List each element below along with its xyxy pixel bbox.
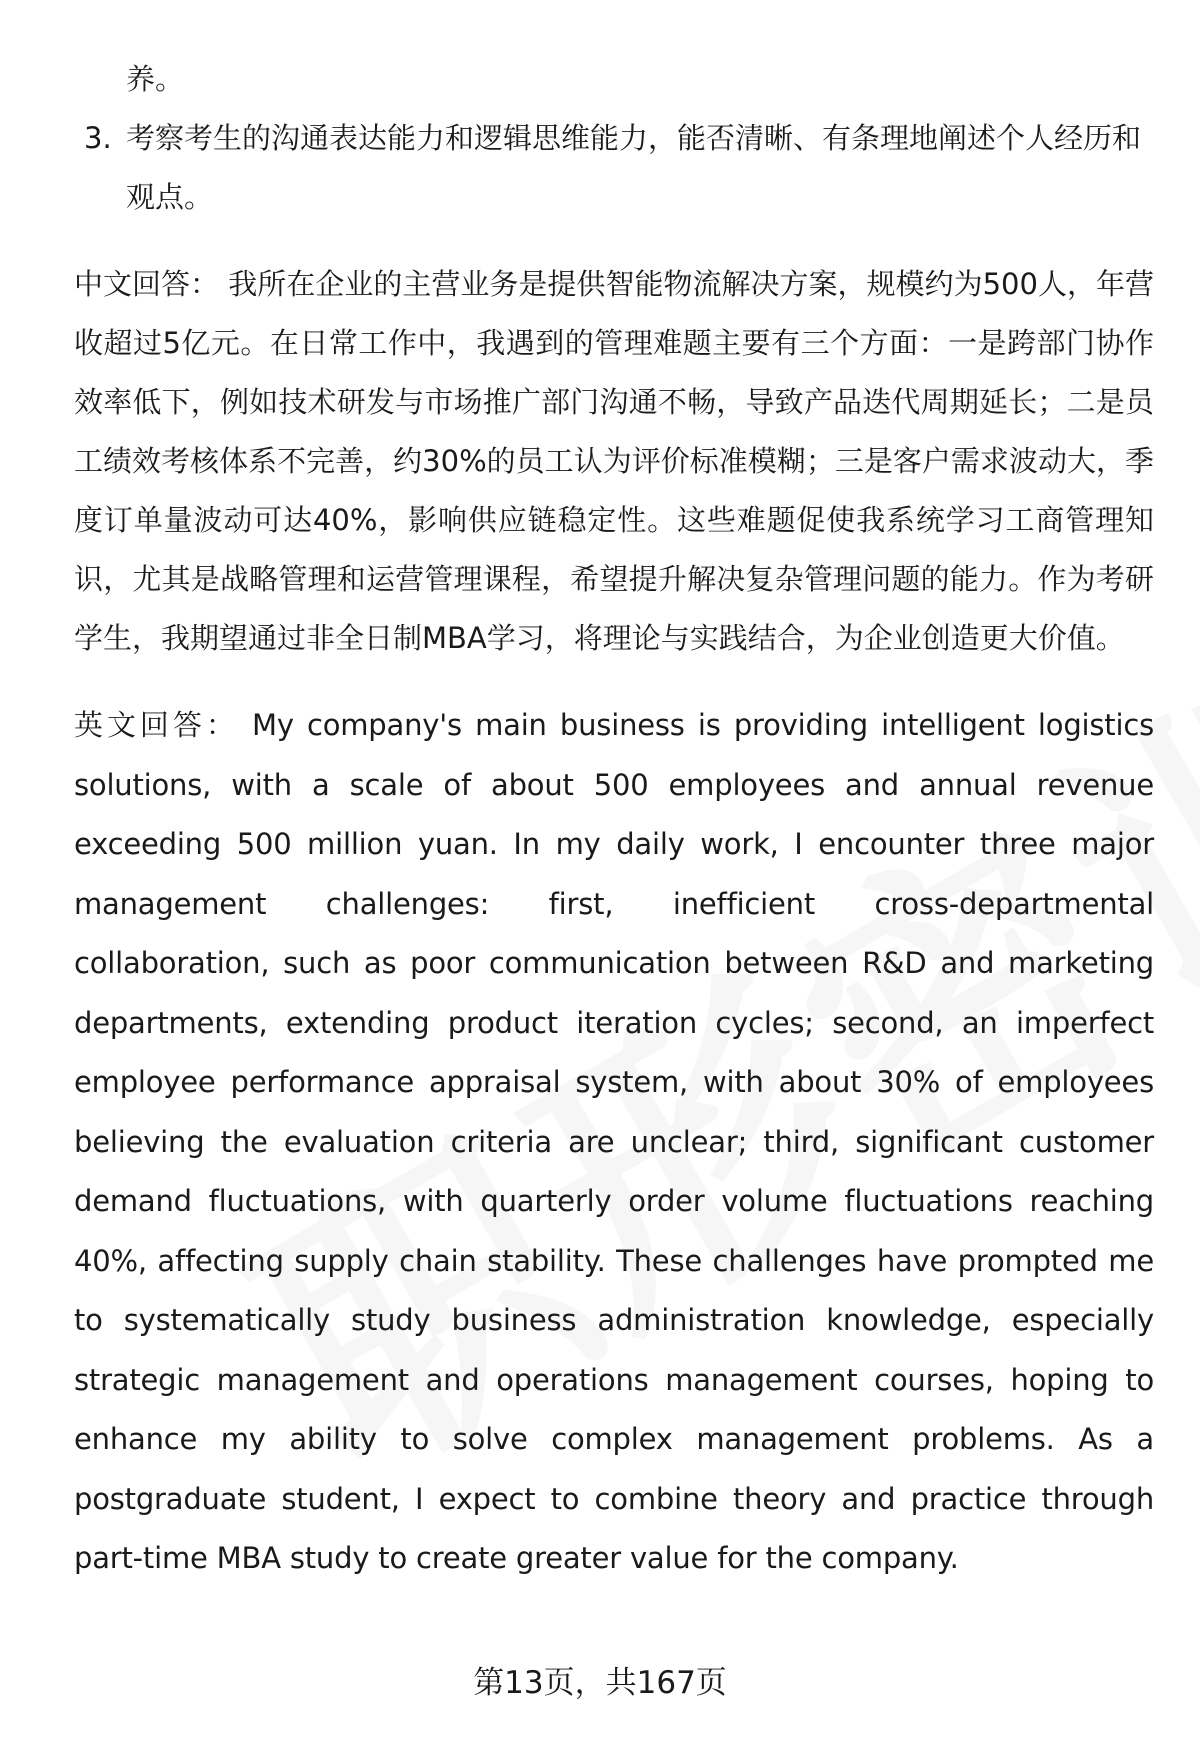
spacer [74,227,1154,255]
document-page [74,50,1154,1589]
chinese-answer-text: 我所在企业的主营业务是提供智能物流解决方案，规模约为500人，年营收超过5亿元。在日常工作中，我遇到的管理难题主要有三个方面：一是跨部门协作效率低下，例如技术研发与市场推广部门沟通不畅，导致产品迭代周期延长；二是员工绩效考核体系不完善，约30%的员工认为评价标准模糊；三是客户需求波动大，季度订单量波动可达40%，影响供应链稳定性。这些难题促使我系统学习工商管理知识，尤其是战略管理和运营管理课程，希望提升解决复杂管理问题的能力。作为考研学生，我期望通过非全日制MBA学习，将理论与实践结合，为企业创造更大价值。 [74,267,1154,655]
chinese-answer-label: 中文回答： [74,267,220,301]
english-answer [74,696,1154,1589]
english-answer-text: My company's main business is providing intelligent logistics solutions, with a scale of about 500 employees and annual revenue exceeding 500 million yuan. In my daily work, I encounter three major management challenges: first, inefficient cross-departmental collaboration, such as poor communication between R&D and marketing departments, extending product iteration cycles; second, an imperfect employee performance appraisal system, with about 30% of employees believing the evaluation criteria are unclear; third, significant customer demand fluctuations, with quarterly order volume fluctuations reaching 40%, affecting supply chain stability. These challenges have prompted me to systematically study business administration knowledge, especially strategic management and operations management courses, hoping to enhance my ability to solve complex management problems. As a postgraduate student, I expect to combine theory and practice through part-time MBA study to create greater value for the company. [74,708,1154,1575]
english-answer-label: 英文回答： [74,708,239,742]
chinese-answer [74,255,1154,668]
list-number: 3. [84,121,112,155]
page-footer: 第13页，共167页 [473,1665,727,1701]
previous-item-tail: 养。 [126,62,185,96]
list-text: 考察考生的沟通表达能力和逻辑思维能力，能否清晰、有条理地阐述个人经历和观点。 [126,121,1142,214]
spacer [74,668,1154,696]
list-item-3 [74,109,1154,227]
